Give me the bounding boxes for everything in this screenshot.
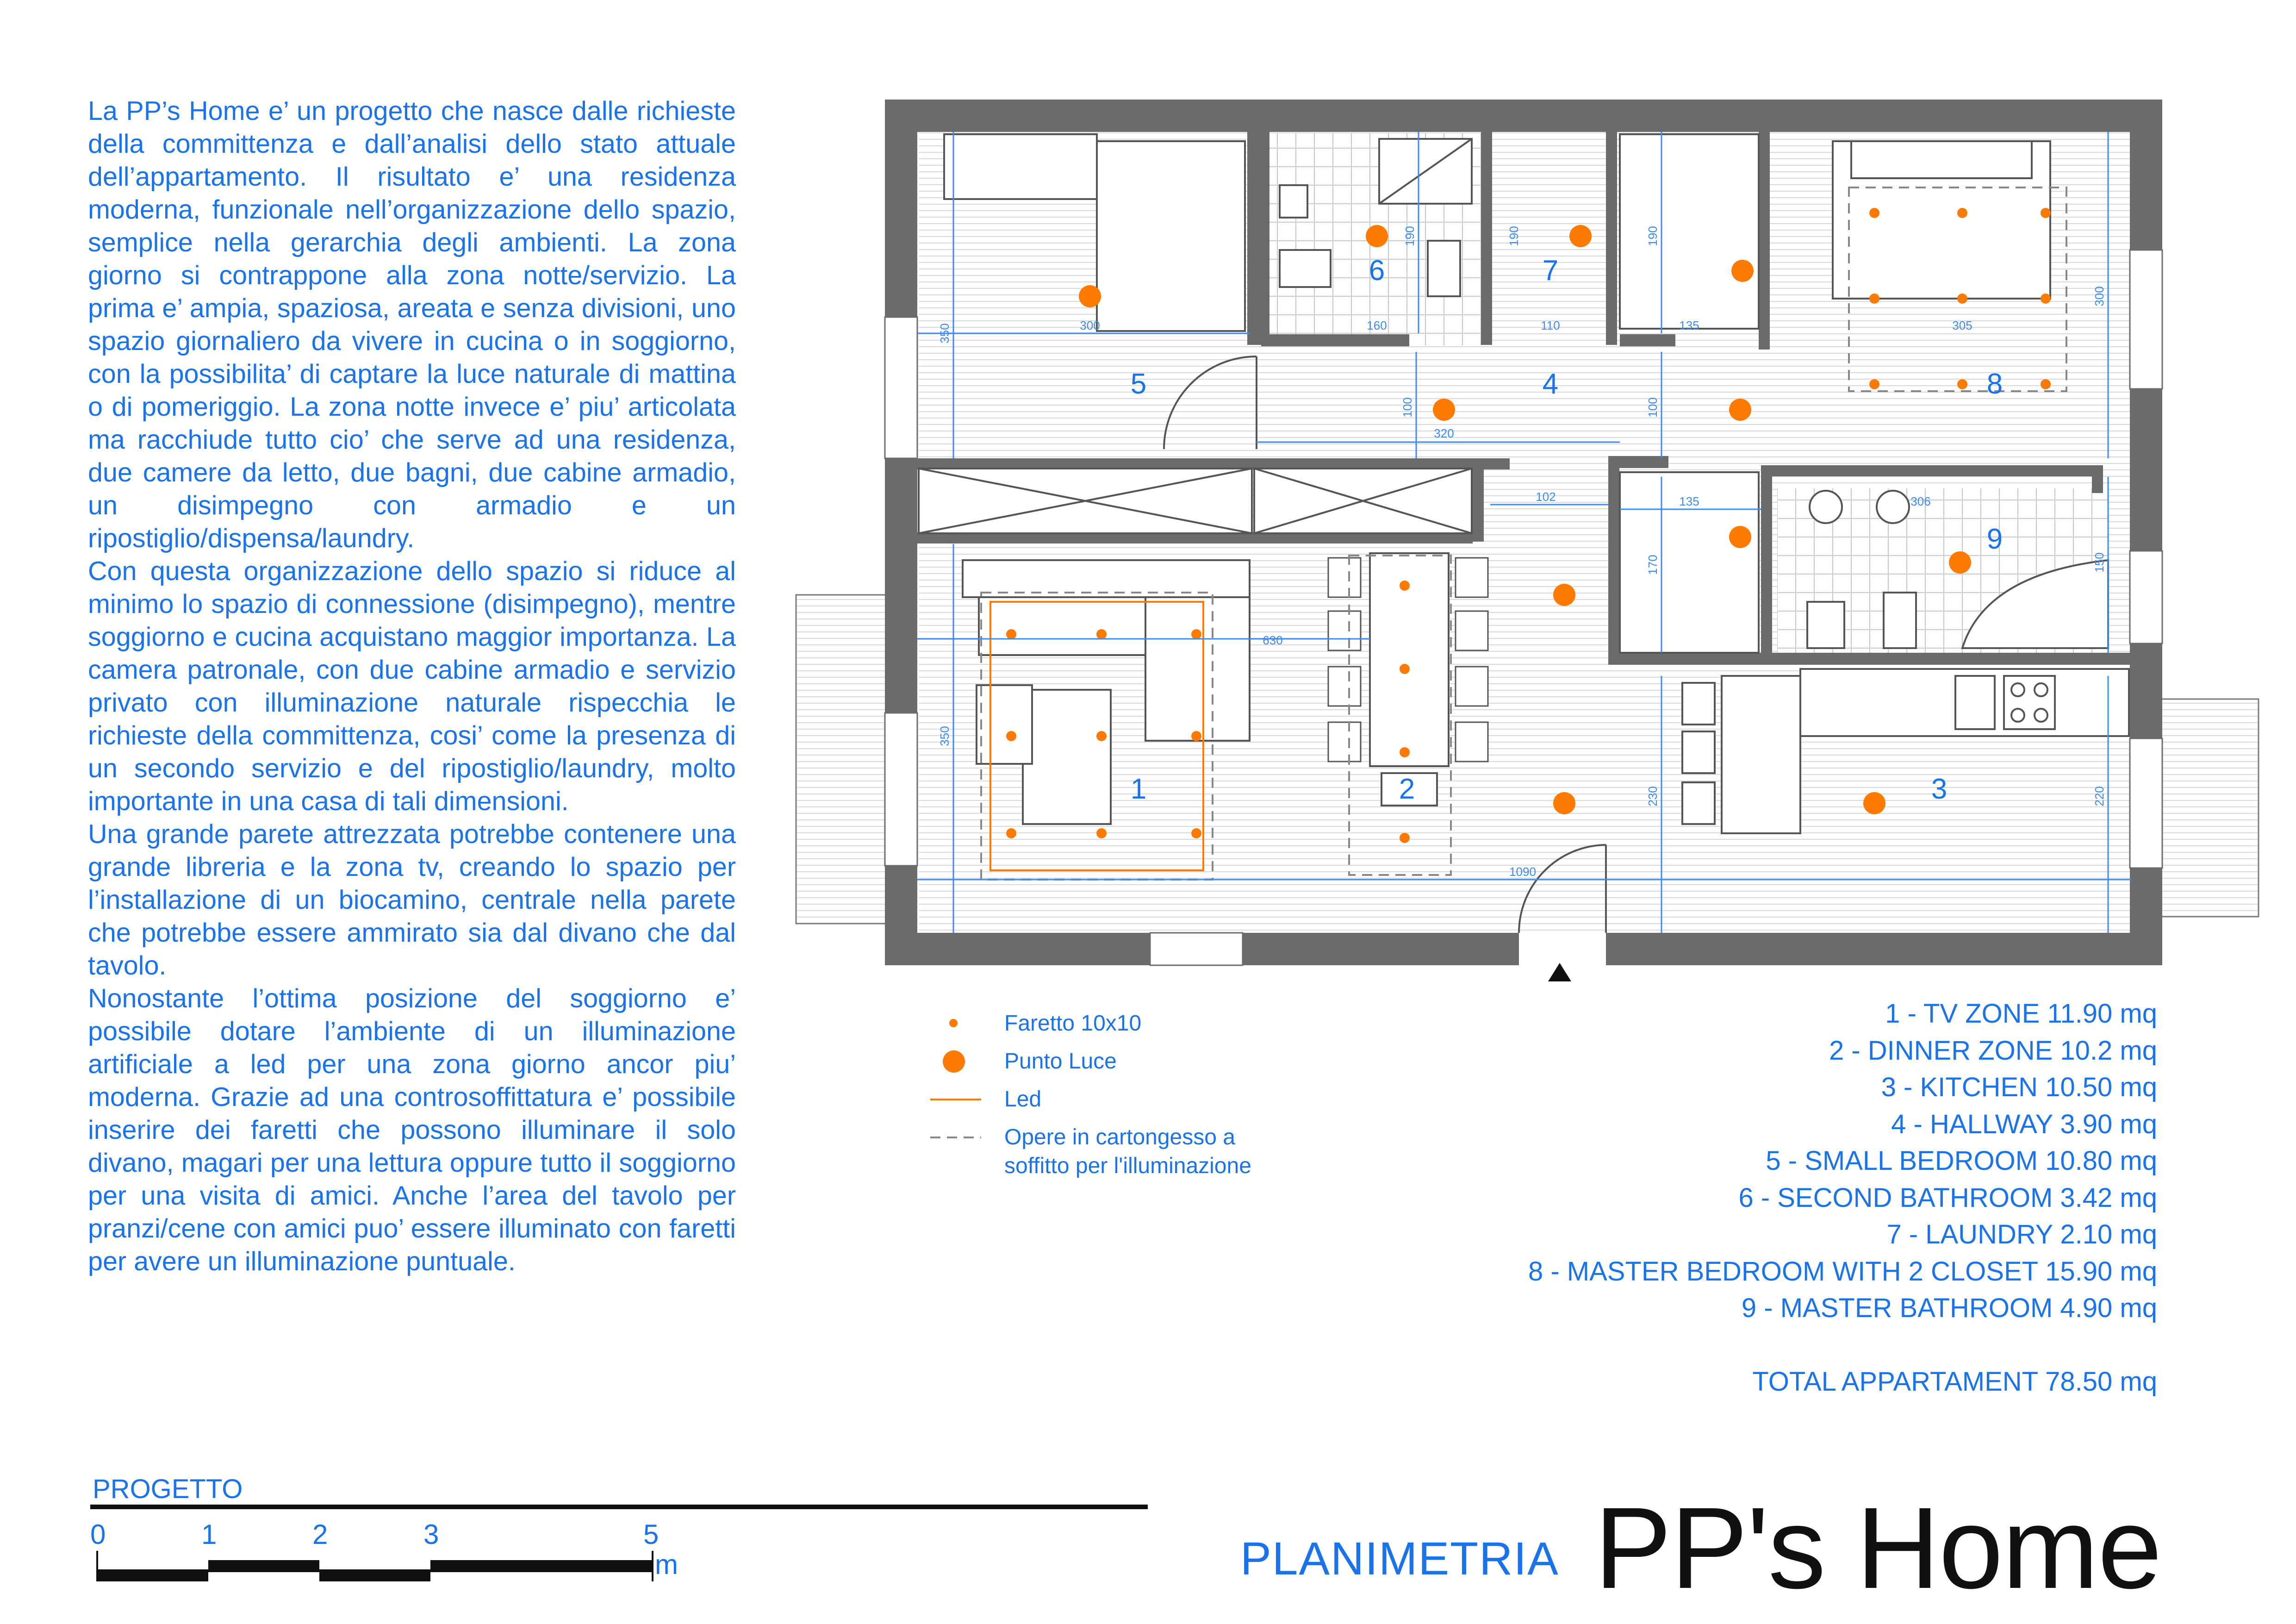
room-number-4: 4: [1542, 368, 1559, 400]
dim-190-closet: 190: [1646, 226, 1660, 246]
room-area-8: 8 - MASTER BEDROOM WITH 2 CLOSET 15.90 mq: [1528, 1256, 2157, 1287]
legend-label-led: Led: [1004, 1087, 1042, 1112]
room-number-8: 8: [1986, 368, 2003, 400]
room-area-4: 4 - HALLWAY 3.90 mq: [1891, 1109, 2157, 1139]
room-number-1: 1: [1130, 773, 1147, 805]
legend-label-spotlight: Faretto 10x10: [1004, 1011, 1142, 1036]
description-paragraph-1: La PP’s Home e’ un progetto che nasce dalle richieste della committenza e dall’analisi dello stato attuale dell’appartamento. Il risultato e’ una residenza moderna, funzionale nell’organizzazione dello spazio, semplice nella gerarchia degli ambienti. La zona giorno si contrappone alla zona notte/servizio. La prima e’ ampia, spaziosa, areata e senza divisioni, uno spazio giornaliero da vivere in cucina o in soggiorno, con la possibilita’ di captare la luce naturale di mattina o di pomeriggio. La zona notte invece e’ piu’ articolata ma racchiude tutto cio’ che serve ad una residenza, due camere da letto, due bagni, due cabine armadio, un disimpegno con armadio e un ripostiglio/dispensa/laundry.: [88, 96, 736, 553]
scale-label-5: 5: [643, 1519, 659, 1550]
room-area-5: 5 - SMALL BEDROOM 10.80 mq: [1766, 1146, 2157, 1176]
description-paragraph-3: Una grande parete attrezzata potrebbe contenere una grande libreria e la zona tv, creando lo spazio per l’installazione di un biocamino, centrale nella parete che potrebbe essere ammirato sia dal divano che dal tavolo.: [88, 819, 736, 981]
dim-350-left-bottom: 350: [938, 726, 952, 746]
room-area-6: 6 - SECOND BATHROOM 3.42 mq: [1738, 1182, 2157, 1213]
legend-item-light-point: [921, 1047, 1384, 1085]
room-number-6: 6: [1369, 255, 1385, 287]
room-number-7: 7: [1542, 255, 1559, 287]
led-line-icon: [930, 1098, 981, 1101]
legend-item-gypsum: [921, 1123, 1384, 1181]
dim-306: 306: [1910, 494, 1931, 508]
legend-label-light-point: Punto Luce: [1004, 1049, 1117, 1074]
room-number-9: 9: [1986, 523, 2003, 555]
legend-label-gypsum: Opere in cartongesso a: [1004, 1125, 1235, 1149]
dim-110: 110: [1541, 319, 1560, 332]
dim-150: 150: [2092, 552, 2106, 573]
legend-item-led: [921, 1085, 1384, 1123]
legend-label-gypsum-line2: soffitto per l'illuminazione: [1004, 1154, 1251, 1178]
scale-unit: m: [655, 1549, 678, 1580]
dim-1090: 1090: [1509, 865, 1536, 879]
entrance-marker-icon: [1548, 963, 1571, 981]
lighting-legend: [921, 1009, 1384, 1181]
dim-300-master: 300: [2092, 286, 2106, 306]
room-area-list: [1528, 995, 2157, 1400]
scale-label-2: 2: [312, 1519, 328, 1550]
scale-label-3: 3: [423, 1519, 439, 1550]
room-number-5: 5: [1130, 368, 1147, 400]
scale-label-1: 1: [201, 1519, 217, 1550]
dim-220: 220: [2092, 786, 2106, 806]
description-paragraph-2: Con questa organizzazione dello spazio si riduce al minimo lo spazio di connessione (disimpegno), mentre soggiorno e cucina acquistano maggior importanza. La camera patronale, con due cabine armadio e servizio privato con illuminazione naturale rispecchia le richieste della committenza, cosi’ come la presenza di un secondo servizio e del ripostiglio/laundry, molto importante in una casa di tali dimensioni.: [88, 556, 736, 816]
large-dot-icon: [942, 1050, 965, 1073]
total-area: TOTAL APPARTAMENT 78.50 mq: [1752, 1366, 2157, 1397]
dim-350-left-top: 350: [938, 323, 952, 344]
room-area-1: 1 - TV ZONE 11.90 mq: [1885, 999, 2157, 1029]
description-paragraph-4: Nonostante l’ottima posizione del soggiorno e’ possibile dotare l’ambiente di un illuminazione artificiale a led per una zona giorno ancor piu’ moderna. Grazie ad una controsoffittatura e’ possibile inserire dei faretti che possono illuminare il solo divano, magari per una lettura oppure tutto il soggiorno per una visita di amici. Anche l’area del tavolo per pranzi/cene con amici puo’ essere illuminato con faretti per avere un illuminazione puntuale.: [88, 984, 736, 1276]
dim-190-laundry: 190: [1507, 226, 1521, 246]
room-number-3: 3: [1931, 773, 1948, 805]
dashed-line-icon: [930, 1136, 981, 1139]
room-area-2: 2 - DINNER ZONE 10.2 mq: [1829, 1035, 2157, 1066]
dim-190-bath: 190: [1403, 226, 1417, 246]
project-title: PP's Home: [1594, 1483, 2161, 1612]
balcony-left: [796, 595, 889, 924]
room-area-7: 7 - LAUNDRY 2.10 mq: [1886, 1219, 2157, 1249]
dim-100-left: 100: [1400, 397, 1414, 418]
dim-135-bottom: 135: [1679, 494, 1699, 508]
legend-item-spotlight: [921, 1009, 1384, 1047]
small-dot-icon: [949, 1018, 958, 1028]
dim-630: 630: [1263, 633, 1283, 647]
dim-100-right: 100: [1646, 397, 1660, 418]
dim-305: 305: [1952, 319, 1972, 332]
dim-160: 160: [1367, 319, 1387, 332]
dim-230: 230: [1646, 786, 1660, 806]
drawing-type-label: PLANIMETRIA: [1240, 1533, 1559, 1585]
dim-102: 102: [1536, 490, 1556, 504]
dim-170: 170: [1646, 555, 1660, 575]
dim-300-small-bedroom: 300: [1080, 319, 1100, 332]
room-number-2: 2: [1399, 773, 1415, 805]
room-area-9: 9 - MASTER BATHROOM 4.90 mq: [1741, 1293, 2157, 1323]
scale-label-0: 0: [90, 1519, 106, 1550]
progetto-heading: PROGETTO: [93, 1474, 243, 1504]
dim-320: 320: [1434, 426, 1454, 440]
scale-bar: [90, 1507, 1148, 1581]
dim-135-top: 135: [1679, 319, 1699, 332]
room-area-3: 3 - KITCHEN 10.50 mq: [1881, 1072, 2157, 1102]
